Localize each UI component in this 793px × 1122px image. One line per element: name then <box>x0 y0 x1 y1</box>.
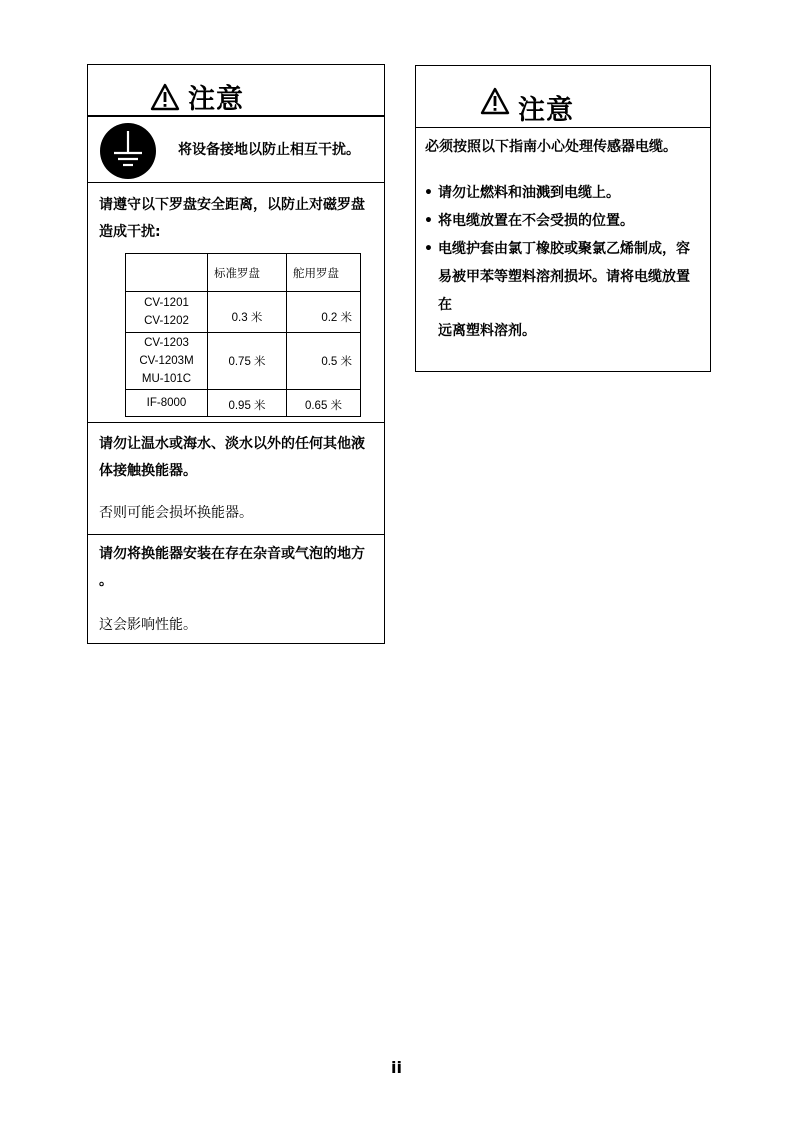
cable-handling-intro: 必须按照以下指南小心处理传感器电缆。 <box>425 139 677 155</box>
steering-distance-cell: 0.5 米 <box>287 333 361 390</box>
compass-distance-section <box>88 183 384 423</box>
page-number: ii <box>391 1058 402 1077</box>
model-cell: IF-8000 <box>126 390 208 417</box>
steering-distance-cell: 0.65 米 <box>287 390 361 417</box>
transducer-noise-section <box>88 535 384 643</box>
table-header-row <box>126 254 361 292</box>
transducer-liquid-section <box>88 423 384 535</box>
caution-header <box>416 66 710 128</box>
caution-panel-right <box>415 65 711 372</box>
liquid-consequence: 否则可能会损坏换能器。 <box>99 505 253 521</box>
compass-distance-table <box>125 253 361 417</box>
ground-symbol-icon <box>100 123 156 179</box>
grounding-text: 将设备接地以防止相互干扰。 <box>178 142 360 158</box>
table-header-cell <box>126 254 208 292</box>
standard-distance-cell: 0.95 米 <box>208 390 287 417</box>
table-header-steering: 舵用罗盘 <box>287 254 361 292</box>
caution-header <box>88 65 384 117</box>
standard-distance-cell: 0.3 米 <box>208 292 287 333</box>
table-row <box>126 390 361 417</box>
list-item: • 将电缆放置在不会受损的位置。 <box>424 207 704 235</box>
caution-title: 注意 <box>518 95 574 126</box>
caution-panel-left <box>87 64 385 644</box>
cable-guideline-tail: 远离塑料溶剂。 <box>438 323 536 339</box>
compass-instruction: 请遵守以下罗盘安全距离，以防止对磁罗盘 造成干扰: <box>99 197 365 240</box>
caution-title: 注意 <box>188 84 244 115</box>
table-row <box>126 333 361 390</box>
warning-triangle-icon <box>150 83 180 111</box>
noise-consequence: 这会影响性能。 <box>99 617 197 633</box>
list-item: • 请勿让燃料和油溅到电缆上。 <box>424 179 704 207</box>
steering-distance-cell: 0.2 米 <box>287 292 361 333</box>
cable-guidelines-list <box>424 179 704 319</box>
liquid-warning: 请勿让温水或海水、淡水以外的任何其他液 体接触换能器。 <box>99 436 365 479</box>
table-row <box>126 292 361 333</box>
standard-distance-cell: 0.75 米 <box>208 333 287 390</box>
grounding-section <box>88 117 384 183</box>
warning-triangle-icon <box>480 87 510 115</box>
model-cell: CV-1203 CV-1203M MU-101C <box>126 333 208 390</box>
model-cell: CV-1201 CV-1202 <box>126 292 208 333</box>
noise-warning: 请勿将换能器安装在存在杂音或气泡的地方 。 <box>99 546 365 589</box>
table-header-standard: 标准罗盘 <box>208 254 287 292</box>
list-item: • 电缆护套由氯丁橡胶或聚氯乙烯制成，容 易被甲苯等塑料溶剂损坏。请将电缆放置 在 <box>424 235 704 319</box>
